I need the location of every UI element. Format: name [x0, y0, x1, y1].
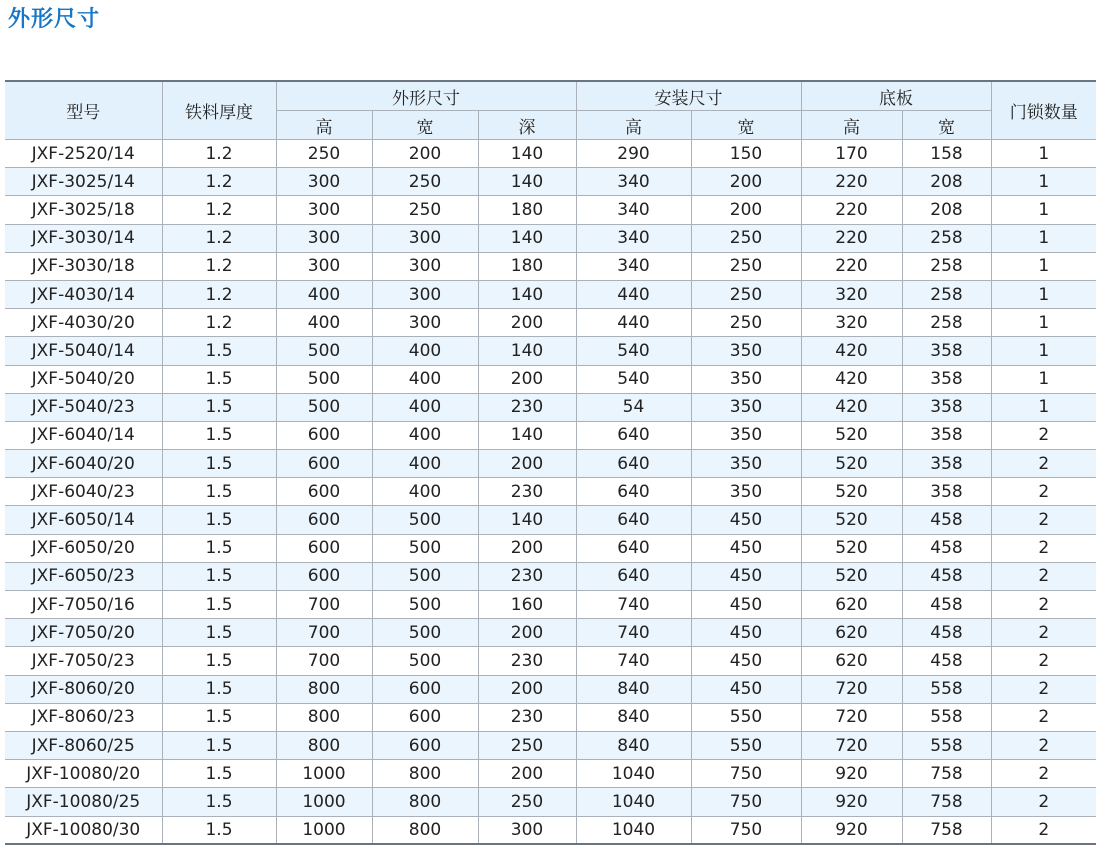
cell-outer-width: 300	[372, 252, 478, 280]
cell-lock-count: 2	[991, 816, 1096, 844]
cell-base-height: 620	[801, 619, 902, 647]
cell-base-height: 420	[801, 365, 902, 393]
table-row	[5, 534, 1096, 562]
cell-thickness: 1.5	[162, 478, 276, 506]
cell-outer-height: 300	[276, 168, 372, 196]
cell-install-height: 740	[576, 647, 691, 675]
cell-install-height: 340	[576, 252, 691, 280]
cell-base-width: 258	[902, 309, 991, 337]
cell-thickness: 1.5	[162, 421, 276, 449]
cell-model: JXF-6050/14	[5, 506, 162, 534]
cell-base-width: 458	[902, 619, 991, 647]
table-row	[5, 309, 1096, 337]
cell-thickness: 1.5	[162, 393, 276, 421]
table-row	[5, 168, 1096, 196]
cell-thickness: 1.2	[162, 280, 276, 308]
cell-thickness: 1.5	[162, 506, 276, 534]
cell-outer-width: 400	[372, 393, 478, 421]
cell-base-height: 720	[801, 703, 902, 731]
cell-thickness: 1.2	[162, 224, 276, 252]
cell-outer-width: 300	[372, 224, 478, 252]
cell-outer-width: 200	[372, 140, 478, 168]
cell-lock-count: 2	[991, 421, 1096, 449]
cell-outer-height: 600	[276, 421, 372, 449]
cell-install-width: 750	[691, 760, 801, 788]
table-row	[5, 760, 1096, 788]
cell-model: JXF-6040/14	[5, 421, 162, 449]
cell-base-height: 520	[801, 506, 902, 534]
cell-base-width: 258	[902, 252, 991, 280]
cell-base-height: 320	[801, 309, 902, 337]
cell-outer-width: 500	[372, 534, 478, 562]
spec-table	[5, 80, 1096, 845]
cell-lock-count: 2	[991, 450, 1096, 478]
cell-outer-width: 600	[372, 731, 478, 759]
cell-outer-height: 600	[276, 562, 372, 590]
cell-model: JXF-10080/30	[5, 816, 162, 844]
cell-lock-count: 1	[991, 393, 1096, 421]
cell-outer-height: 500	[276, 337, 372, 365]
table-row	[5, 591, 1096, 619]
cell-outer-depth: 250	[478, 788, 576, 816]
table-row	[5, 562, 1096, 590]
cell-model: JXF-8060/23	[5, 703, 162, 731]
table-row	[5, 675, 1096, 703]
cell-model: JXF-10080/20	[5, 760, 162, 788]
table-row	[5, 731, 1096, 759]
cell-install-height: 290	[576, 140, 691, 168]
cell-outer-width: 800	[372, 816, 478, 844]
cell-base-height: 620	[801, 647, 902, 675]
cell-lock-count: 1	[991, 252, 1096, 280]
cell-base-height: 520	[801, 562, 902, 590]
cell-install-width: 250	[691, 309, 801, 337]
cell-base-height: 520	[801, 421, 902, 449]
cell-install-height: 340	[576, 168, 691, 196]
cell-outer-width: 500	[372, 619, 478, 647]
cell-thickness: 1.5	[162, 337, 276, 365]
cell-outer-depth: 180	[478, 196, 576, 224]
cell-outer-width: 500	[372, 506, 478, 534]
cell-model: JXF-7050/23	[5, 647, 162, 675]
page-title: 外形尺寸	[8, 7, 101, 32]
cell-base-width: 458	[902, 534, 991, 562]
cell-thickness: 1.2	[162, 196, 276, 224]
cell-outer-depth: 300	[478, 816, 576, 844]
table-row	[5, 506, 1096, 534]
header-base-plate: 底板	[801, 81, 991, 111]
cell-thickness: 1.2	[162, 168, 276, 196]
cell-outer-depth: 230	[478, 478, 576, 506]
cell-outer-height: 700	[276, 647, 372, 675]
cell-install-width: 200	[691, 168, 801, 196]
cell-base-height: 520	[801, 534, 902, 562]
cell-base-width: 458	[902, 562, 991, 590]
table-row	[5, 280, 1096, 308]
cell-install-height: 540	[576, 337, 691, 365]
header-row-1	[5, 81, 1096, 111]
cell-outer-depth: 250	[478, 731, 576, 759]
header-lock-count: 门锁数量	[991, 81, 1096, 140]
cell-base-height: 520	[801, 478, 902, 506]
cell-outer-height: 600	[276, 450, 372, 478]
cell-lock-count: 1	[991, 140, 1096, 168]
cell-thickness: 1.5	[162, 703, 276, 731]
cell-install-height: 440	[576, 280, 691, 308]
cell-thickness: 1.5	[162, 591, 276, 619]
cell-lock-count: 2	[991, 619, 1096, 647]
cell-base-width: 558	[902, 731, 991, 759]
cell-base-height: 420	[801, 337, 902, 365]
cell-model: JXF-3030/14	[5, 224, 162, 252]
cell-base-width: 358	[902, 421, 991, 449]
cell-base-width: 208	[902, 168, 991, 196]
header-install-height: 高	[576, 111, 691, 140]
cell-lock-count: 1	[991, 337, 1096, 365]
table-row	[5, 788, 1096, 816]
header-outer-width: 宽	[372, 111, 478, 140]
cell-install-width: 350	[691, 337, 801, 365]
cell-lock-count: 2	[991, 534, 1096, 562]
cell-install-height: 740	[576, 591, 691, 619]
header-outer-depth: 深	[478, 111, 576, 140]
cell-thickness: 1.5	[162, 788, 276, 816]
cell-lock-count: 1	[991, 280, 1096, 308]
cell-base-width: 358	[902, 478, 991, 506]
cell-outer-height: 300	[276, 196, 372, 224]
cell-lock-count: 2	[991, 760, 1096, 788]
cell-outer-height: 1000	[276, 816, 372, 844]
cell-thickness: 1.5	[162, 619, 276, 647]
cell-outer-depth: 230	[478, 393, 576, 421]
cell-install-height: 740	[576, 619, 691, 647]
cell-thickness: 1.2	[162, 309, 276, 337]
cell-outer-height: 400	[276, 280, 372, 308]
cell-outer-depth: 230	[478, 647, 576, 675]
cell-install-height: 340	[576, 196, 691, 224]
cell-install-height: 640	[576, 421, 691, 449]
cell-base-width: 158	[902, 140, 991, 168]
header-thickness: 铁料厚度	[162, 81, 276, 140]
cell-base-width: 208	[902, 196, 991, 224]
table-row	[5, 140, 1096, 168]
cell-outer-height: 600	[276, 478, 372, 506]
cell-install-height: 840	[576, 703, 691, 731]
cell-model: JXF-10080/25	[5, 788, 162, 816]
cell-outer-width: 500	[372, 562, 478, 590]
cell-install-height: 54	[576, 393, 691, 421]
cell-outer-height: 300	[276, 252, 372, 280]
table-row	[5, 393, 1096, 421]
cell-base-height: 170	[801, 140, 902, 168]
cell-base-width: 458	[902, 506, 991, 534]
cell-thickness: 1.2	[162, 252, 276, 280]
cell-outer-depth: 180	[478, 252, 576, 280]
table-row	[5, 337, 1096, 365]
table-row	[5, 647, 1096, 675]
cell-base-height: 220	[801, 196, 902, 224]
cell-outer-width: 500	[372, 647, 478, 675]
cell-model: JXF-4030/14	[5, 280, 162, 308]
cell-outer-width: 400	[372, 450, 478, 478]
cell-model: JXF-6050/20	[5, 534, 162, 562]
cell-install-width: 450	[691, 591, 801, 619]
header-model: 型号	[5, 81, 162, 140]
cell-install-width: 450	[691, 506, 801, 534]
cell-model: JXF-3025/18	[5, 196, 162, 224]
cell-thickness: 1.5	[162, 760, 276, 788]
cell-outer-depth: 200	[478, 760, 576, 788]
cell-model: JXF-8060/20	[5, 675, 162, 703]
cell-install-width: 350	[691, 421, 801, 449]
cell-install-height: 340	[576, 224, 691, 252]
cell-install-width: 450	[691, 562, 801, 590]
cell-base-width: 758	[902, 760, 991, 788]
cell-outer-height: 800	[276, 703, 372, 731]
cell-base-height: 220	[801, 168, 902, 196]
cell-install-height: 1040	[576, 788, 691, 816]
cell-lock-count: 2	[991, 731, 1096, 759]
header-install-width: 宽	[691, 111, 801, 140]
table-row	[5, 619, 1096, 647]
cell-outer-width: 400	[372, 337, 478, 365]
cell-base-width: 758	[902, 816, 991, 844]
cell-install-height: 640	[576, 450, 691, 478]
cell-outer-depth: 200	[478, 365, 576, 393]
cell-base-height: 220	[801, 224, 902, 252]
cell-outer-depth: 160	[478, 591, 576, 619]
cell-install-width: 450	[691, 675, 801, 703]
table-row	[5, 450, 1096, 478]
cell-outer-height: 250	[276, 140, 372, 168]
cell-outer-width: 400	[372, 421, 478, 449]
cell-install-height: 1040	[576, 816, 691, 844]
cell-outer-depth: 140	[478, 280, 576, 308]
cell-outer-height: 800	[276, 675, 372, 703]
cell-model: JXF-4030/20	[5, 309, 162, 337]
cell-install-width: 450	[691, 534, 801, 562]
cell-base-width: 458	[902, 591, 991, 619]
cell-base-height: 520	[801, 450, 902, 478]
cell-lock-count: 1	[991, 168, 1096, 196]
cell-thickness: 1.5	[162, 450, 276, 478]
cell-lock-count: 2	[991, 562, 1096, 590]
cell-thickness: 1.5	[162, 562, 276, 590]
cell-base-height: 720	[801, 731, 902, 759]
cell-outer-width: 300	[372, 280, 478, 308]
cell-outer-width: 600	[372, 703, 478, 731]
cell-model: JXF-6040/20	[5, 450, 162, 478]
cell-install-width: 250	[691, 252, 801, 280]
cell-lock-count: 1	[991, 196, 1096, 224]
cell-outer-height: 300	[276, 224, 372, 252]
cell-model: JXF-3025/14	[5, 168, 162, 196]
cell-model: JXF-6050/23	[5, 562, 162, 590]
cell-outer-height: 800	[276, 731, 372, 759]
header-base-height: 高	[801, 111, 902, 140]
cell-install-width: 750	[691, 816, 801, 844]
cell-base-width: 358	[902, 365, 991, 393]
table-row	[5, 252, 1096, 280]
cell-base-height: 220	[801, 252, 902, 280]
cell-outer-width: 800	[372, 788, 478, 816]
cell-install-width: 250	[691, 280, 801, 308]
cell-outer-height: 700	[276, 619, 372, 647]
cell-base-width: 358	[902, 450, 991, 478]
cell-model: JXF-3030/18	[5, 252, 162, 280]
cell-outer-depth: 140	[478, 224, 576, 252]
cell-outer-depth: 230	[478, 562, 576, 590]
cell-lock-count: 2	[991, 591, 1096, 619]
cell-base-width: 258	[902, 224, 991, 252]
table-row	[5, 365, 1096, 393]
cell-outer-depth: 200	[478, 619, 576, 647]
cell-outer-width: 600	[372, 675, 478, 703]
cell-model: JXF-7050/20	[5, 619, 162, 647]
cell-outer-height: 500	[276, 393, 372, 421]
cell-base-height: 720	[801, 675, 902, 703]
cell-install-width: 350	[691, 393, 801, 421]
cell-lock-count: 2	[991, 506, 1096, 534]
cell-model: JXF-2520/14	[5, 140, 162, 168]
cell-outer-width: 400	[372, 365, 478, 393]
cell-base-width: 358	[902, 337, 991, 365]
cell-install-width: 250	[691, 224, 801, 252]
cell-install-height: 840	[576, 675, 691, 703]
cell-install-width: 350	[691, 450, 801, 478]
cell-outer-width: 800	[372, 760, 478, 788]
cell-outer-depth: 200	[478, 450, 576, 478]
cell-model: JXF-5040/23	[5, 393, 162, 421]
cell-install-width: 350	[691, 478, 801, 506]
cell-outer-height: 700	[276, 591, 372, 619]
cell-model: JXF-5040/20	[5, 365, 162, 393]
cell-outer-depth: 140	[478, 506, 576, 534]
cell-install-width: 550	[691, 731, 801, 759]
cell-outer-width: 300	[372, 309, 478, 337]
cell-outer-width: 250	[372, 196, 478, 224]
cell-thickness: 1.5	[162, 816, 276, 844]
table-row	[5, 224, 1096, 252]
cell-outer-height: 1000	[276, 760, 372, 788]
cell-outer-width: 250	[372, 168, 478, 196]
cell-outer-height: 400	[276, 309, 372, 337]
cell-thickness: 1.5	[162, 365, 276, 393]
header-install-size: 安装尺寸	[576, 81, 801, 111]
cell-base-width: 258	[902, 280, 991, 308]
cell-install-height: 540	[576, 365, 691, 393]
table-row	[5, 478, 1096, 506]
cell-install-height: 640	[576, 506, 691, 534]
cell-base-height: 920	[801, 816, 902, 844]
cell-base-height: 320	[801, 280, 902, 308]
table-row	[5, 816, 1096, 844]
cell-outer-depth: 140	[478, 337, 576, 365]
cell-outer-height: 500	[276, 365, 372, 393]
cell-model: JXF-8060/25	[5, 731, 162, 759]
table-row	[5, 421, 1096, 449]
cell-install-height: 640	[576, 534, 691, 562]
cell-lock-count: 2	[991, 647, 1096, 675]
cell-base-width: 758	[902, 788, 991, 816]
cell-outer-height: 600	[276, 534, 372, 562]
cell-install-width: 550	[691, 703, 801, 731]
cell-base-width: 458	[902, 647, 991, 675]
cell-lock-count: 1	[991, 309, 1096, 337]
cell-base-width: 558	[902, 703, 991, 731]
cell-lock-count: 2	[991, 703, 1096, 731]
table-row	[5, 196, 1096, 224]
cell-outer-depth: 200	[478, 309, 576, 337]
cell-base-height: 620	[801, 591, 902, 619]
header-outer-size: 外形尺寸	[276, 81, 576, 111]
header-outer-height: 高	[276, 111, 372, 140]
cell-outer-depth: 140	[478, 168, 576, 196]
cell-outer-height: 600	[276, 506, 372, 534]
cell-thickness: 1.5	[162, 647, 276, 675]
cell-lock-count: 1	[991, 365, 1096, 393]
cell-outer-height: 1000	[276, 788, 372, 816]
header-base-width: 宽	[902, 111, 991, 140]
cell-model: JXF-7050/16	[5, 591, 162, 619]
cell-thickness: 1.5	[162, 731, 276, 759]
cell-install-height: 1040	[576, 760, 691, 788]
cell-outer-depth: 200	[478, 534, 576, 562]
cell-install-height: 640	[576, 478, 691, 506]
cell-model: JXF-5040/14	[5, 337, 162, 365]
cell-install-width: 450	[691, 647, 801, 675]
cell-outer-depth: 200	[478, 675, 576, 703]
cell-base-height: 920	[801, 788, 902, 816]
cell-base-width: 558	[902, 675, 991, 703]
cell-thickness: 1.2	[162, 140, 276, 168]
cell-install-height: 840	[576, 731, 691, 759]
cell-model: JXF-6040/23	[5, 478, 162, 506]
cell-base-width: 358	[902, 393, 991, 421]
cell-lock-count: 2	[991, 478, 1096, 506]
cell-lock-count: 2	[991, 788, 1096, 816]
table-row	[5, 703, 1096, 731]
cell-thickness: 1.5	[162, 675, 276, 703]
cell-outer-depth: 230	[478, 703, 576, 731]
cell-outer-width: 500	[372, 591, 478, 619]
cell-thickness: 1.5	[162, 534, 276, 562]
cell-install-height: 640	[576, 562, 691, 590]
cell-base-height: 920	[801, 760, 902, 788]
cell-install-height: 440	[576, 309, 691, 337]
cell-outer-depth: 140	[478, 140, 576, 168]
cell-install-width: 450	[691, 619, 801, 647]
cell-lock-count: 1	[991, 224, 1096, 252]
cell-install-width: 350	[691, 365, 801, 393]
cell-base-height: 420	[801, 393, 902, 421]
cell-install-width: 750	[691, 788, 801, 816]
cell-install-width: 150	[691, 140, 801, 168]
cell-outer-width: 400	[372, 478, 478, 506]
cell-lock-count: 2	[991, 675, 1096, 703]
table-body	[5, 140, 1096, 845]
cell-install-width: 200	[691, 196, 801, 224]
cell-outer-depth: 140	[478, 421, 576, 449]
